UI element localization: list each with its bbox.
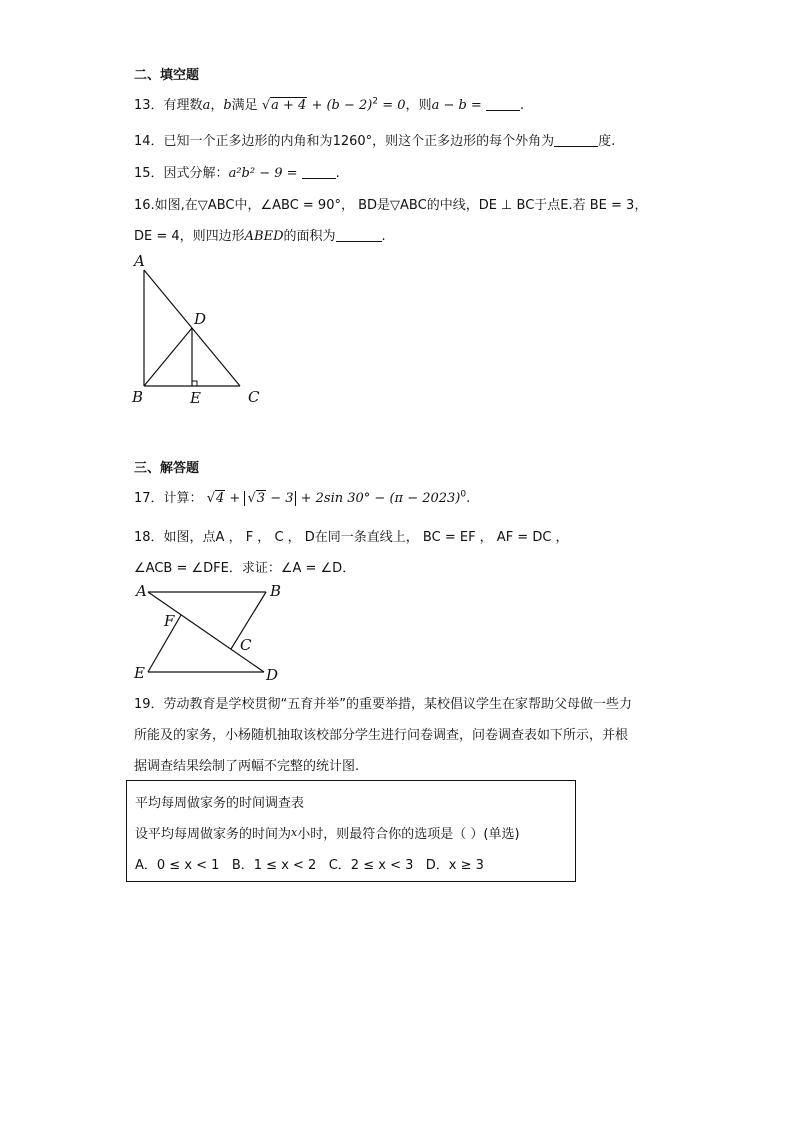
label-e: E [134,664,145,682]
survey-option-a[interactable]: A．0 ≤ x < 1 [135,858,220,873]
sqrt-sign: √ [247,491,256,506]
q13-sep: ， [210,98,224,113]
section-heading-fill-in: 二、填空题 [134,68,200,83]
survey-question-part-2: 小时，则最符合你的选项是（ ）(单选) [297,827,520,842]
q14-number: 14． [134,134,164,149]
q15-text-1: 因式分解： [163,166,229,181]
q16-text-2a: DE = 4，则四边形 [134,229,245,244]
sqrt-sign: √ [261,98,271,113]
q13-expression: a − b = [431,98,482,113]
q17-plus: + [229,491,241,506]
q17-radicand-2: 3 [256,491,266,506]
figure-16-triangle [128,250,278,410]
q13-radicand: a + 4 [271,98,307,113]
label-c: C [240,636,252,654]
survey-var-x: x [291,826,298,839]
q17-rest: + 2sin 30° − (π − 2023) [300,491,461,506]
q15-answer-blank[interactable] [302,166,336,179]
q13-text-2: 满足 [231,98,258,113]
question-13 [134,94,524,113]
q13-text-1: 有理数 [163,98,203,113]
survey-option-d[interactable]: D．x ≥ 3 [425,858,484,873]
survey-question [135,823,520,842]
question-19-line-2: 所能及的家务，小杨随机抽取该校部分学生进行问卷调查，问卷调查表如下所示，并根 [134,728,629,743]
q17-end: . [466,491,471,506]
figure-18-triangles [128,578,298,682]
label-d: D [266,666,279,682]
q14-text-3: 度. [598,134,616,149]
q17-absolute-value [244,491,296,506]
q13-equals: = 0 [382,98,406,113]
segment-bd [144,328,192,386]
question-16-line-2 [134,225,386,244]
question-19-line-1: 19．劳动教育是学校贯彻“五育并举”的重要举措，某校倡议学生在家帮助父母做一些力 [134,697,633,712]
q13-text-3: ，则 [405,98,432,113]
q15-expression: a²b² − 9 = [228,166,298,181]
q17-minus-three: − 3 [270,491,294,506]
survey-question-part-1: 设平均每周做家务的时间为 [135,827,292,842]
q17-number: 17． [134,491,164,506]
q14-text-2: ，则这个正多边形的每个外角为 [372,134,555,149]
label-c: C [248,388,260,406]
survey-option-b[interactable]: B．1 ≤ x < 2 [231,858,317,873]
section-heading-solve: 三、解答题 [134,461,200,476]
label-b: B [270,582,282,600]
label-a: A [134,252,145,270]
label-e: E [190,389,201,407]
q13-exponent: 2 [372,96,379,107]
q13-number: 13． [134,98,164,113]
label-a: A [136,582,147,600]
q16-quad: ABED [244,229,284,244]
question-18-line-1: 18．如图，点A ， F ， C ， D在同一条直线上， BC = EF ， AF = DC ， [134,530,569,545]
q15-number: 15． [134,166,164,181]
q14-value: 1260° [332,134,373,149]
label-b: B [132,388,144,406]
q15-end: . [335,166,340,181]
survey-box [126,780,576,882]
q13-answer-blank[interactable] [486,98,520,111]
q13-end: . [519,98,525,113]
q16-answer-blank[interactable] [336,229,382,242]
right-angle-mark [192,381,197,386]
q17-radicand-1: 4 [216,491,225,506]
question-15 [134,162,340,181]
survey-options [135,854,484,873]
q14-text-1: 已知一个正多边形的内角和为 [163,134,333,149]
q13-var-a: a [202,98,211,113]
q13-var-b: b [223,98,232,113]
label-d: D [194,310,207,328]
q13-plus-term: + (b − 2) [311,98,373,113]
survey-option-c[interactable]: C．2 ≤ x < 3 [328,858,414,873]
question-18-line-2: ∠ACB = ∠DFE．求证：∠A = ∠D． [134,561,356,576]
question-16-line-1: 16.如图,在▽ABC中，∠ABC = 90°， BD是▽ABC的中线，DE ⊥ BC于点E.若 BE = 3， [134,198,648,213]
survey-title: 平均每周做家务的时间调查表 [135,796,305,811]
q14-answer-blank[interactable] [554,134,598,147]
question-19-line-3: 据调查结果绘制了两幅不完整的统计图. [134,759,360,774]
label-f: F [164,612,175,630]
question-17 [134,487,470,506]
segment-ad [148,592,264,672]
q17-exponent: 0 [460,489,467,500]
q17-text-1: 计算： [163,491,203,506]
q16-text-2c: 的面积为 [283,229,336,244]
sqrt-sign: √ [206,491,215,506]
q16-end: . [381,229,386,244]
question-14 [134,130,615,149]
